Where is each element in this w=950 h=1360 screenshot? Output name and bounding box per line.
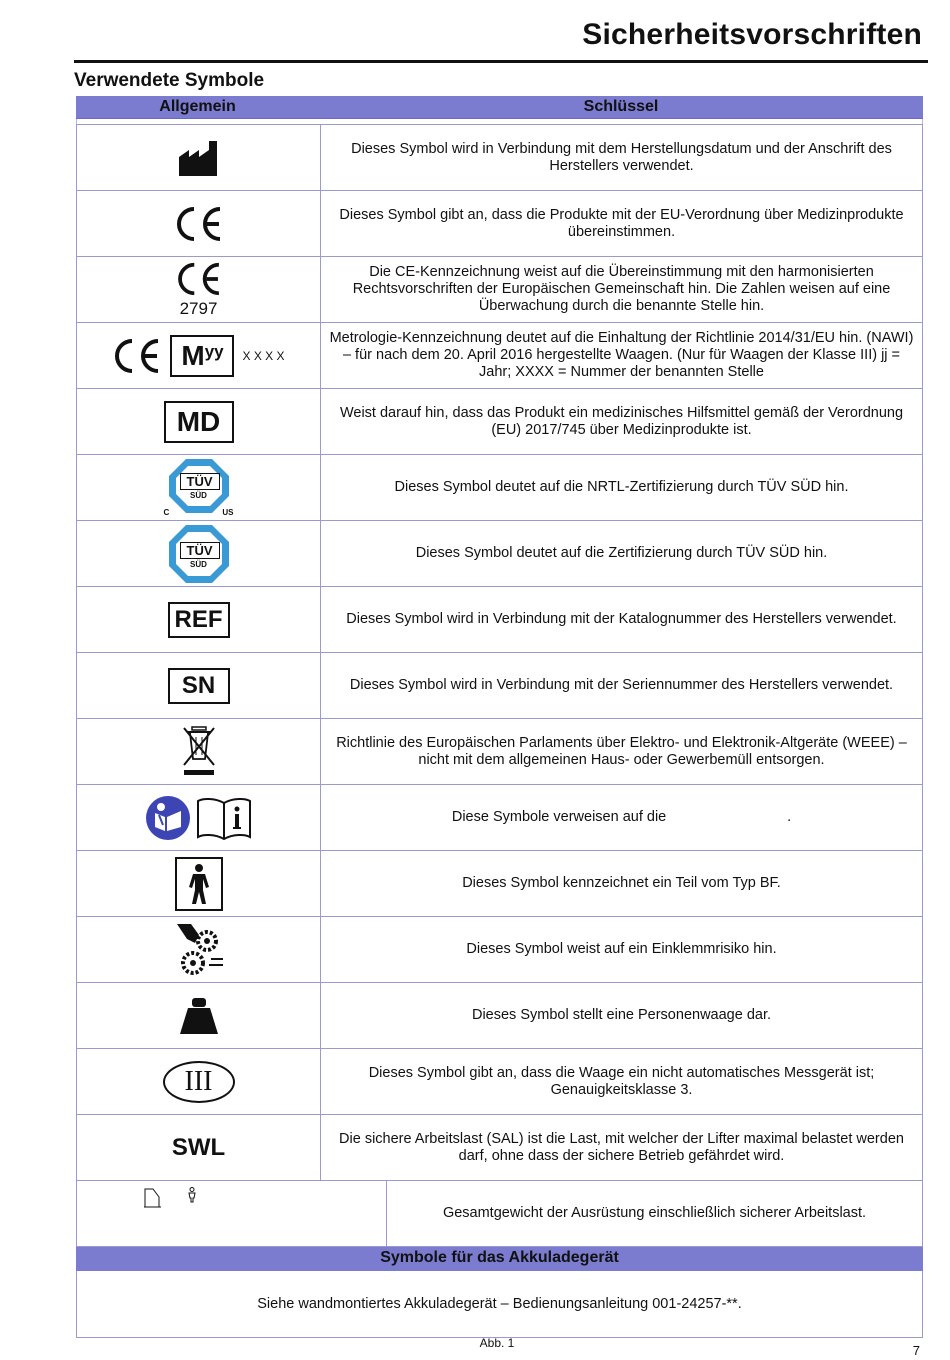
metrology-year: уу (204, 341, 224, 361)
manufacturer-icon (177, 139, 221, 177)
tuv-c-label: C (163, 507, 170, 517)
header-key: Schlüssel (583, 98, 659, 115)
row-description: Dieses Symbol wird in Verbindung mit der Katalognummer des Herstellers verwendet. (346, 611, 897, 627)
swl-icon: SWL (171, 1133, 226, 1161)
row-description: Die CE-Kennzeichnung weist auf die Übereinstimmung mit den harmonisierten Rechtsvorschriften der Europäischen Gemeinschaft hin. Die Zahlen weisen auf eine Überwachung durch die benannte Stelle hin. (352, 264, 891, 314)
symbol-cell (77, 983, 321, 1048)
row-description: Dieses Symbol wird in Verbindung mit der Seriennummer des Herstellers verwendet. (349, 677, 894, 693)
header-general: Allgemein (159, 98, 236, 115)
symbol-cell (77, 191, 321, 256)
row-description: Dieses Symbol stellt eine Personenwaage dar. (471, 1007, 772, 1023)
table-row (76, 1181, 923, 1247)
tuv-sud-nrtl-icon (164, 458, 234, 518)
title-rule (74, 60, 928, 63)
charger-section-row: Siehe wandmontiertes Akkuladegerät – Bedienungsanleitung 001-24257-**. (76, 1271, 923, 1338)
row-description: Dieses Symbol gibt an, dass die Waage ein nicht automatisches Messgerät ist; Genauigkeitsklasse 3. (368, 1064, 875, 1098)
symbol-cell (77, 455, 321, 520)
table-row (76, 785, 923, 851)
row-description: Richtlinie des Europäischen Parlaments über Elektro- und Elektronik-Altgeräte (WEEE) – nicht mit dem allgemeinen Haus- oder Gewerbemüll entsorgen. (336, 734, 907, 768)
table-row (76, 983, 923, 1049)
symbol-cell (77, 1115, 321, 1180)
symbol-cell (77, 1181, 387, 1246)
ref-icon: REF (168, 602, 230, 638)
symbol-cell (77, 125, 321, 190)
table-row (76, 124, 923, 191)
table-row (76, 323, 923, 389)
pinch-hazard-icon (173, 921, 225, 979)
read-manual-icon (145, 795, 191, 841)
section-title: Verwendete Symbole (74, 70, 265, 91)
symbols-table (76, 96, 923, 1338)
person-icon (187, 1187, 197, 1203)
weight-icon (178, 996, 220, 1036)
tuv-label: TÜV (180, 542, 220, 559)
symbol-cell (77, 917, 321, 982)
table-row (76, 191, 923, 257)
table-row (76, 455, 923, 521)
table-row (76, 1049, 923, 1115)
tuv-us-label: US (222, 507, 234, 517)
page-title: Sicherheitsvorschriften (582, 18, 922, 51)
figure-caption: Abb. 1 (479, 1336, 515, 1350)
tuv-sub-label: SÜD (190, 559, 207, 569)
lifter-icon (143, 1187, 163, 1209)
accuracy-class-label: III (184, 1065, 213, 1097)
symbol-cell (77, 389, 321, 454)
tuv-sub-label: SÜD (190, 490, 207, 500)
page-number: 7 (912, 1343, 920, 1358)
table-row (76, 917, 923, 983)
symbol-cell (77, 851, 321, 916)
table-header (76, 96, 923, 119)
row-description: Die sichere Arbeitslast (SAL) ist die Last, mit welcher der Lifter maximal belastet werden darf, ohne dass der sichere Betrieb gefährdet wird. (339, 1130, 904, 1164)
table-row (76, 521, 923, 587)
symbol-cell (77, 1049, 321, 1114)
row-description: Dieses Symbol gibt an, dass die Produkte mit der EU-Verordnung über Medizinprodukte übereinstimmen. (339, 206, 904, 240)
table-row (76, 1115, 923, 1181)
metrology-m: M (181, 339, 205, 371)
row-description: Metrologie-Kennzeichnung deutet auf die Einhaltung der Richtlinie 2014/31/EU hin. (NAWI) – für nach dem 20. April 2016 hergestellte Waagen. (Nur für Waagen der Klasse III) jj = Jahr; XXXX = Nummer der benannten Stelle (329, 330, 914, 380)
symbol-cell (77, 653, 321, 718)
row-description: Weist darauf hin, dass das Produkt ein medizinisches Hilfsmittel gemäß der Verordnung (EU) 2017/745 über Medizinprodukte ist. (339, 404, 904, 438)
row-description: Gesamtgewicht der Ausrüstung einschließlich sicherer Arbeitslast. (442, 1205, 867, 1221)
table-row (76, 587, 923, 653)
row-description: Dieses Symbol weist auf ein Einklemmrisiko hin. (466, 941, 777, 957)
table-row (76, 851, 923, 917)
ce-mark-notified-body-icon (175, 261, 223, 297)
info-manual-icon (195, 795, 253, 841)
ce-mark-icon (112, 337, 162, 375)
symbol-cell (77, 323, 321, 388)
row-description: Diese Symbole verweisen auf die . (451, 809, 792, 825)
sn-icon: SN (168, 668, 230, 704)
table-row (76, 257, 923, 323)
weee-icon (181, 725, 217, 779)
ce-number: 2797 (179, 298, 218, 318)
notified-body-number: X X X X (242, 348, 285, 363)
symbol-cell (77, 521, 321, 586)
table-row (76, 719, 923, 785)
row-description: Dieses Symbol wird in Verbindung mit dem Herstellungsdatum und der Anschrift des Herstellers verwendet. (351, 140, 892, 174)
md-icon: MD (164, 401, 234, 443)
row-description: Dieses Symbol deutet auf die NRTL-Zertifizierung durch TÜV SÜD hin. (394, 479, 849, 495)
symbol-cell (77, 719, 321, 784)
table-row (76, 389, 923, 455)
ce-mark-icon (174, 205, 224, 243)
row-description: Dieses Symbol deutet auf die Zertifizierung durch TÜV SÜD hin. (415, 545, 828, 561)
tuv-label: TÜV (180, 473, 220, 490)
symbol-cell (77, 257, 321, 322)
metrology-mark-icon (170, 335, 234, 377)
tuv-sud-icon (167, 524, 231, 584)
symbol-cell (77, 785, 321, 850)
row-description: Dieses Symbol kennzeichnet ein Teil vom Typ BF. (462, 875, 781, 891)
charger-section-header: Symbole für das Akkuladegerät (76, 1247, 923, 1271)
accuracy-class-icon (163, 1061, 235, 1103)
symbol-cell (77, 587, 321, 652)
table-row (76, 653, 923, 719)
type-bf-icon (175, 857, 223, 911)
